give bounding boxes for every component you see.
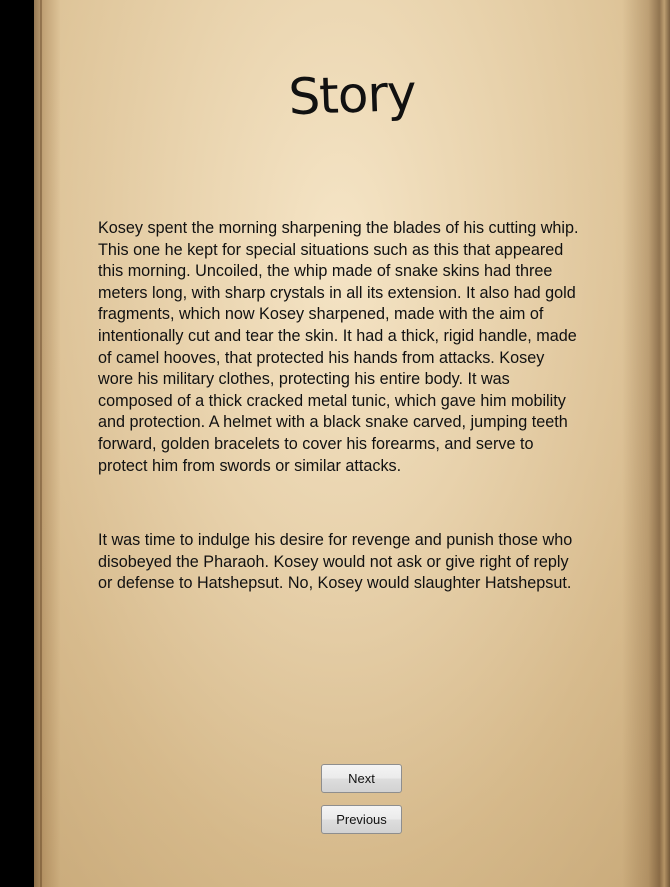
story-paragraph-1: Kosey spent the morning sharpening the blades of his cutting whip. This one he kept for special situations such as this that appeared this morning. Uncoiled, the whip made of snake skins had three meters long, with sharp crystals in all its extension. It also had gold fragments, which now Kosey sharpened, made with the aim of intentionally cut and tear the skin. It had a thick, rigid handle, made of camel hooves, that protected his hands from attacks. Kosey wore his military clothes, protecting his entire body. It was composed of a thick cracked metal tunic, which gave him mobility and protection. A helmet with a black snake carved, jumping teeth forward, golden bracelets to cover his forearms, and serve to protect him from swords or similar attacks. bbox=[98, 219, 579, 475]
previous-button[interactable]: Previous bbox=[321, 805, 402, 834]
next-button[interactable]: Next bbox=[321, 764, 402, 793]
page-title: Story bbox=[287, 63, 417, 127]
window-left-border bbox=[0, 0, 34, 887]
book-page bbox=[34, 0, 670, 887]
story-paragraph-2: It was time to indulge his desire for revenge and punish those who disobeyed the Pharaoh. Kosey would not ask or give right of reply or defense to Hatshepsut. No, Kosey would slaughter Hatshepsut. bbox=[98, 531, 573, 593]
